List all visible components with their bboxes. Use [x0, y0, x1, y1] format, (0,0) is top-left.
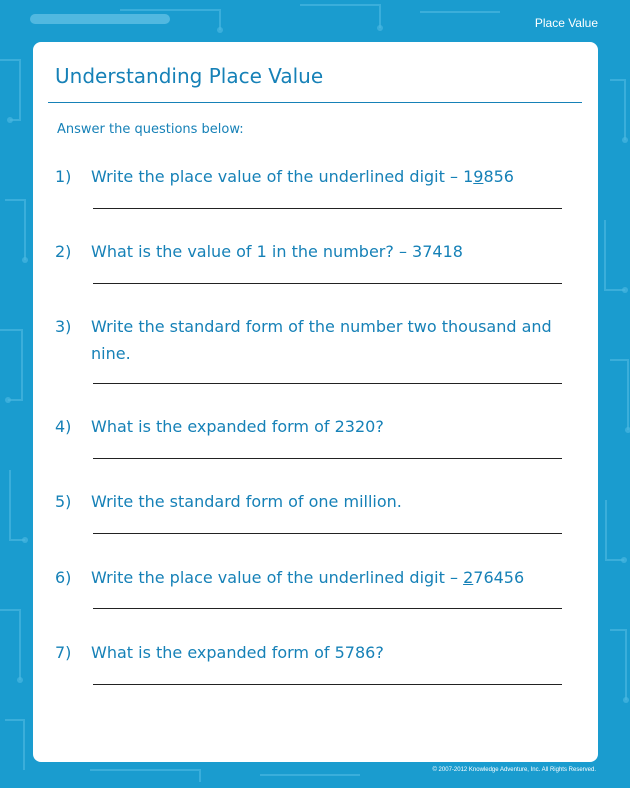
answer-line [93, 684, 562, 685]
question-number: 1) [55, 167, 72, 186]
question-text-part: Write the place value of the underlined digit – 1 [91, 167, 474, 186]
question-text-part: 76456 [473, 568, 525, 587]
answer-line [93, 283, 562, 284]
question-text [91, 163, 571, 190]
underlined-digit: 2 [463, 568, 474, 587]
question-text: Write the standard form of the number two thousand and nine. [91, 317, 552, 363]
answer-line [93, 533, 562, 534]
question-text: What is the value of 1 in the number? – 37418 [91, 242, 463, 261]
question-number: 5) [55, 492, 72, 511]
question-number: 2) [55, 242, 72, 261]
answer-line [93, 458, 562, 459]
worksheet-card [33, 42, 598, 762]
answer-line [93, 383, 562, 384]
question-text: What is the expanded form of 5786? [91, 643, 384, 662]
question-text: Write the standard form of one million. [91, 492, 402, 511]
instructions-text: Answer the questions below: [57, 122, 244, 137]
title-divider [48, 102, 582, 103]
question-text-part: 856 [483, 167, 514, 186]
question-number: 6) [55, 568, 72, 587]
header-label: Place Value [534, 16, 598, 30]
answer-line [93, 208, 562, 209]
underlined-digit: 9 [473, 167, 484, 186]
worksheet-title: Understanding Place Value [55, 64, 324, 88]
question-text-part: Write the place value of the underlined digit – [91, 568, 464, 587]
answer-line [93, 608, 562, 609]
question-text [91, 564, 571, 591]
question-number: 7) [55, 643, 72, 662]
copyright-notice: © 2007-2012 Knowledge Adventure, Inc. All Rights Reserved. [432, 767, 596, 773]
question-number: 4) [55, 417, 72, 436]
question-text: What is the expanded form of 2320? [91, 417, 384, 436]
question-number: 3) [55, 317, 72, 336]
